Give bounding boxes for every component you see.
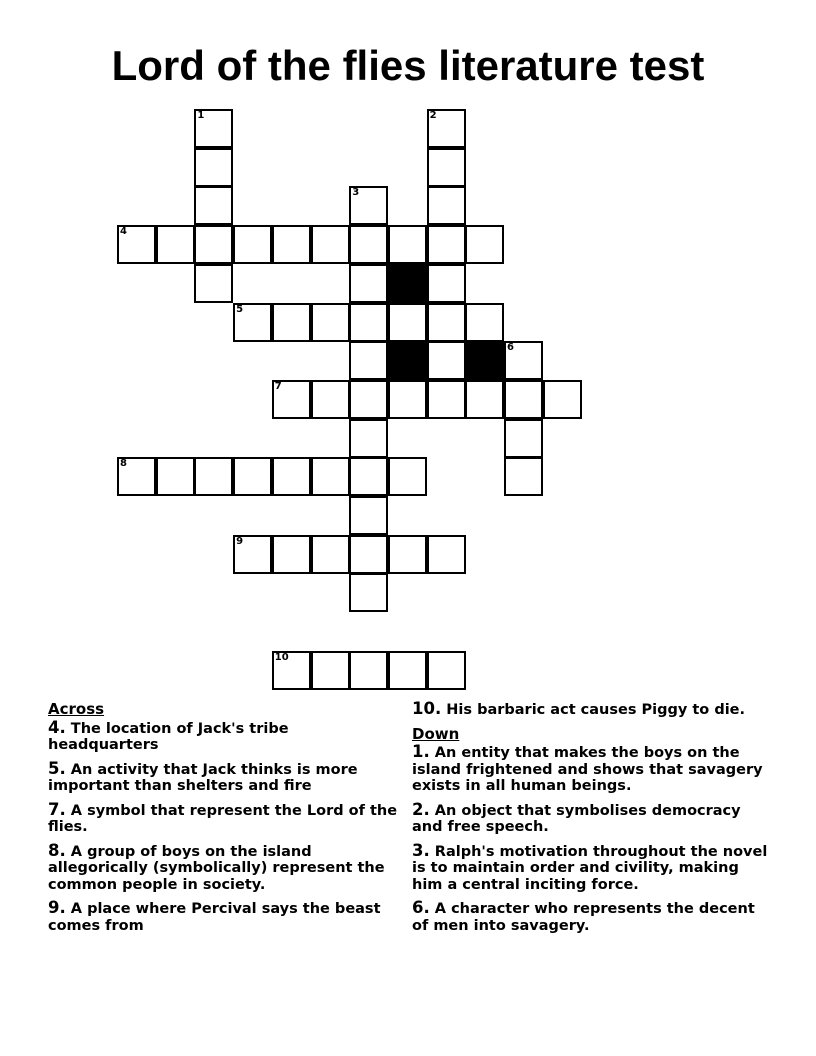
grid-cell[interactable] [543, 380, 582, 419]
clue-number: 10. [412, 699, 442, 718]
black-square [465, 341, 504, 380]
clue-across-8 [48, 840, 398, 894]
down-heading: Down [412, 724, 460, 743]
grid-cell[interactable] [504, 457, 543, 496]
grid-cell[interactable] [311, 457, 350, 496]
grid-cell[interactable] [311, 380, 350, 419]
grid-cell[interactable] [194, 186, 233, 225]
grid-cell[interactable] [465, 380, 504, 419]
grid-cell[interactable] [194, 264, 233, 303]
grid-cell[interactable] [388, 380, 427, 419]
cell-number: 8 [120, 458, 127, 470]
clue-number: 5. [48, 758, 66, 778]
page-title: Lord of the flies literature test [111, 42, 705, 89]
clue-text: A character who represents the decent of men into savagery. [412, 901, 755, 934]
clue-text: A group of boys on the island allegorically (symbolically) represent the common people in society. [48, 843, 385, 893]
grid-cell[interactable] [156, 457, 195, 496]
black-square [388, 341, 427, 380]
grid-cell[interactable] [349, 303, 388, 342]
grid-cell[interactable] [311, 651, 350, 690]
clue-text: A place where Percival says the beast comes from [48, 901, 381, 934]
grid-cell[interactable] [272, 303, 311, 342]
clue-number: 9. [48, 898, 66, 917]
grid-cell[interactable] [427, 186, 466, 225]
grid-cell[interactable] [349, 225, 388, 264]
clue-number: 8. [48, 840, 66, 860]
grid-cell[interactable] [427, 303, 466, 342]
grid-cell[interactable] [504, 341, 543, 380]
clue-across-4 [48, 717, 398, 754]
grid-cell[interactable] [349, 496, 388, 535]
across-heading: Across [48, 700, 105, 718]
cell-number: 6 [507, 342, 514, 354]
clue-text: An activity that Jack thinks is more important than shelters and fire [48, 761, 358, 794]
clue-text: An object that symbolises democracy and free speech. [412, 802, 741, 835]
grid-cell[interactable] [349, 341, 388, 380]
clue-across-9 [48, 900, 398, 934]
grid-cell[interactable] [388, 303, 427, 342]
clue-down-3 [412, 840, 772, 894]
clue-down-1 [412, 744, 772, 795]
across-clues [48, 701, 398, 941]
grid-cell[interactable] [349, 419, 388, 458]
clue-text: Ralph's motivation throughout the novel is to maintain order and civility, making him a central inciting force. [412, 843, 768, 893]
grid-cell[interactable] [233, 303, 272, 342]
grid-cell[interactable] [349, 535, 388, 574]
cell-number: 3 [352, 187, 360, 199]
grid-cell[interactable] [194, 225, 233, 264]
grid-cell[interactable] [349, 186, 388, 225]
grid-cell[interactable] [349, 457, 388, 496]
clue-text: A symbol that represent the Lord of the flies. [48, 802, 398, 835]
grid-cell[interactable] [427, 651, 466, 690]
cell-number: 4 [120, 226, 127, 238]
clue-down-2 [412, 799, 772, 836]
cell-number: 9 [236, 535, 244, 547]
grid-cell[interactable] [194, 457, 233, 496]
grid-cell[interactable] [465, 225, 504, 264]
cell-number: 7 [274, 380, 282, 392]
grid-cell[interactable] [117, 457, 156, 496]
grid-cell[interactable] [349, 380, 388, 419]
grid-cell[interactable] [272, 380, 311, 419]
grid-cell[interactable] [504, 380, 543, 419]
clue-across-10 [412, 701, 772, 719]
clue-number: 1. [412, 742, 430, 761]
clue-down-6 [412, 900, 772, 934]
grid-cell[interactable] [117, 225, 156, 264]
grid-cell[interactable] [427, 148, 466, 187]
grid-cell[interactable] [388, 457, 427, 496]
clue-across-7 [48, 799, 398, 836]
grid-cell[interactable] [388, 535, 427, 574]
grid-cell[interactable] [349, 264, 388, 303]
grid-cell[interactable] [427, 341, 466, 380]
clue-number: 6. [412, 898, 430, 917]
grid-cell[interactable] [504, 419, 543, 458]
grid-cell[interactable] [272, 535, 311, 574]
clue-text: An entity that makes the boys on the island frightened and shows that savagery exists in all human beings. [412, 745, 763, 794]
clue-text: His barbaric act causes Piggy to die. [441, 702, 746, 718]
clue-number: 3. [412, 840, 430, 860]
grid-cell[interactable] [427, 535, 466, 574]
grid-cell[interactable] [272, 457, 311, 496]
grid-cell[interactable] [427, 264, 466, 303]
grid-cell[interactable] [272, 651, 311, 690]
grid-cell[interactable] [427, 225, 466, 264]
clue-number: 4. [48, 717, 66, 737]
down-clues [412, 701, 772, 941]
cell-number: 2 [429, 110, 437, 121]
grid-cell[interactable] [233, 535, 272, 574]
grid-cell[interactable] [311, 535, 350, 574]
clue-across-5 [48, 758, 398, 795]
grid-cell[interactable] [311, 303, 350, 342]
clue-number: 2. [412, 799, 430, 819]
grid-cell[interactable] [194, 109, 233, 148]
grid-cell[interactable] [388, 225, 427, 264]
grid-cell[interactable] [272, 225, 311, 264]
grid-cell[interactable] [427, 109, 466, 148]
cell-number: 10 [274, 651, 289, 663]
cell-number: 5 [236, 303, 244, 315]
grid-cell[interactable] [311, 225, 350, 264]
grid-cell[interactable] [349, 573, 388, 612]
grid-cell[interactable] [194, 148, 233, 187]
grid-cell[interactable] [465, 303, 504, 342]
clue-text: The location of Jack's tribe headquarters [48, 720, 289, 753]
grid-cell[interactable] [427, 380, 466, 419]
clue-number: 7. [48, 799, 66, 819]
grid-cell[interactable] [156, 225, 195, 264]
grid-cell[interactable] [349, 651, 388, 690]
grid-cell[interactable] [233, 225, 272, 264]
black-square [388, 264, 427, 303]
cell-number: 1 [197, 110, 205, 121]
grid-cell[interactable] [233, 457, 272, 496]
grid-cell[interactable] [388, 651, 427, 690]
